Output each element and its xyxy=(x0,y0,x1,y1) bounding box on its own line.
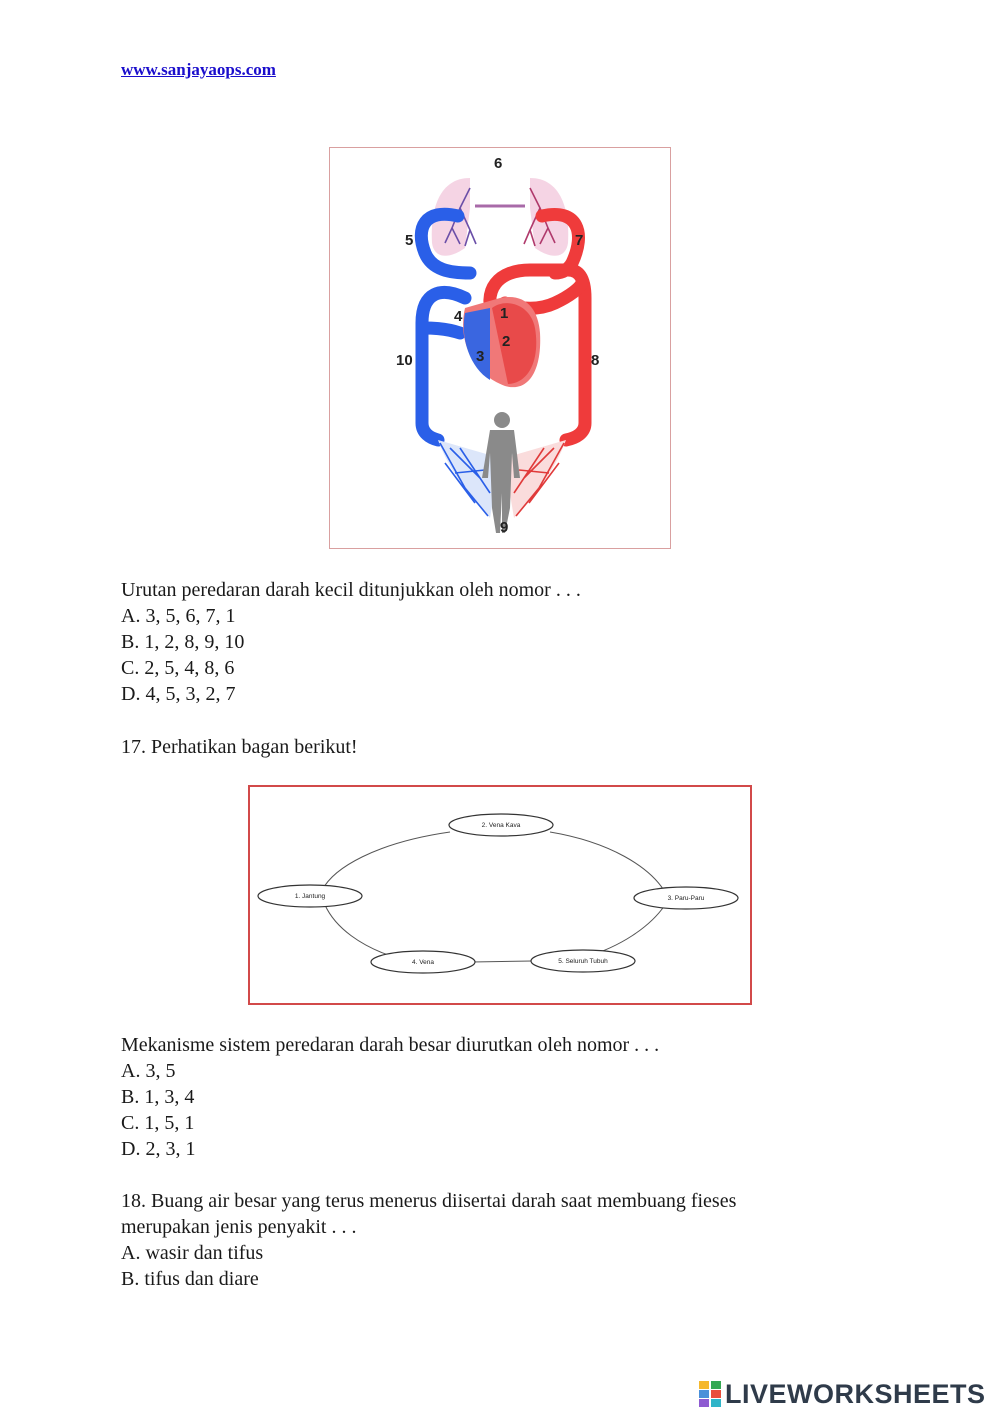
cycle-diagram xyxy=(248,785,752,1005)
question-17 xyxy=(121,1032,659,1162)
label-2: 2 xyxy=(502,333,511,350)
question-17-prompt: 17. Perhatikan bagan berikut! xyxy=(121,736,358,758)
label-9: 9 xyxy=(500,519,509,536)
label-1: 1 xyxy=(500,305,509,322)
svg-text:5. Seluruh Tubuh: 5. Seluruh Tubuh xyxy=(558,958,608,965)
site-link[interactable]: www.sanjayaops.com xyxy=(121,60,276,79)
label-3: 3 xyxy=(476,348,485,365)
svg-text:3. Paru-Paru: 3. Paru-Paru xyxy=(667,895,705,902)
circulation-diagram xyxy=(329,147,671,549)
option-a[interactable]: A. 3, 5 xyxy=(121,1060,176,1082)
question-16-prompt: Urutan peredaran darah kecil ditunjukkan oleh nomor . . . xyxy=(121,579,581,601)
label-6: 6 xyxy=(494,155,503,172)
question-16 xyxy=(121,577,581,707)
label-8: 8 xyxy=(591,352,600,369)
question-17-question: Mekanisme sistem peredaran darah besar diurutkan oleh nomor . . . xyxy=(121,1034,660,1056)
label-5: 5 xyxy=(405,232,414,249)
question-17-heading xyxy=(121,734,358,760)
label-4: 4 xyxy=(454,308,463,325)
option-a[interactable]: A. 3, 5, 6, 7, 1 xyxy=(121,605,236,627)
liveworksheets-logo-icon xyxy=(698,1380,722,1408)
label-7: 7 xyxy=(575,232,584,249)
question-18-prompt-line2: merupakan jenis penyakit . . . xyxy=(121,1216,357,1238)
option-b[interactable]: B. 1, 3, 4 xyxy=(121,1086,195,1108)
option-d[interactable]: D. 4, 5, 3, 2, 7 xyxy=(121,683,236,705)
option-c[interactable]: C. 1, 5, 1 xyxy=(121,1112,195,1134)
liveworksheets-logo-text: LIVEWORKSHEETS xyxy=(725,1378,986,1409)
label-10: 10 xyxy=(396,352,413,369)
body-capillaries xyxy=(438,412,566,533)
svg-text:2. Vena Kava: 2. Vena Kava xyxy=(481,822,521,829)
option-b[interactable]: B. tifus dan diare xyxy=(121,1268,259,1290)
cycle-nodes xyxy=(258,814,738,973)
svg-text:4. Vena: 4. Vena xyxy=(411,959,435,966)
svg-text:1. Jantung: 1. Jantung xyxy=(294,893,326,900)
option-a[interactable]: A. wasir dan tifus xyxy=(121,1242,264,1264)
question-18-prompt-line1: 18. Buang air besar yang terus menerus diisertai darah saat membuang fieses xyxy=(121,1190,737,1212)
option-d[interactable]: D. 2, 3, 1 xyxy=(121,1138,196,1160)
cycle-paths xyxy=(320,832,665,962)
liveworksheets-logo xyxy=(698,1378,986,1410)
question-18 xyxy=(121,1188,736,1292)
option-c[interactable]: C. 2, 5, 4, 8, 6 xyxy=(121,657,235,679)
option-b[interactable]: B. 1, 2, 8, 9, 10 xyxy=(121,631,245,653)
